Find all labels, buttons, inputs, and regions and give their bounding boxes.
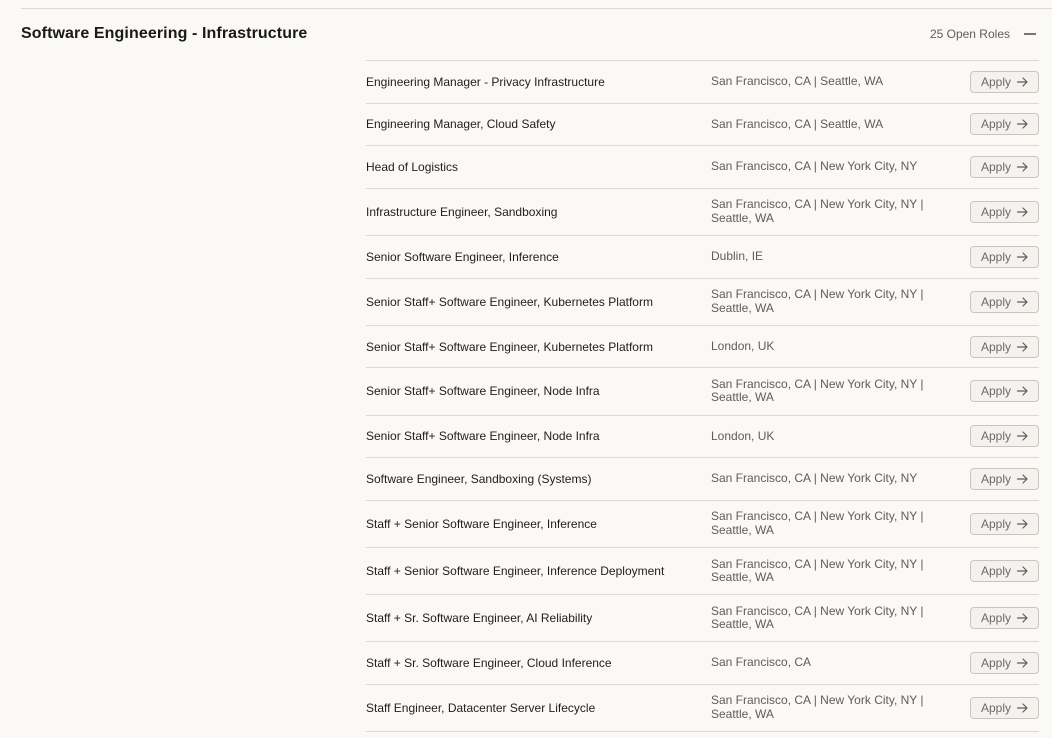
role-location: San Francisco, CA | New York City, NY | Seattle, WA (711, 287, 924, 315)
apply-label: Apply (980, 384, 1012, 399)
role-location: San Francisco, CA | Seattle, WA (711, 74, 884, 89)
apply-label: Apply (980, 249, 1012, 264)
arrow-right-icon (1017, 658, 1028, 668)
role-row (366, 416, 1039, 459)
arrow-right-icon (1017, 342, 1028, 352)
apply-button[interactable] (970, 425, 1039, 447)
apply-label: Apply (980, 471, 1012, 486)
role-title-link[interactable]: Senior Staff+ Software Engineer, Node Infra (366, 384, 600, 399)
apply-button[interactable] (970, 607, 1039, 629)
section-title: Software Engineering - Infrastructure (21, 25, 308, 42)
arrow-right-icon (1017, 252, 1028, 262)
role-title-link[interactable]: Staff + Sr. Software Engineer, Cloud Inference (366, 656, 612, 671)
apply-label: Apply (980, 564, 1012, 578)
role-location: San Francisco, CA | New York City, NY | Seattle, WA (711, 197, 924, 225)
role-row (366, 548, 1039, 595)
apply-button[interactable] (970, 513, 1039, 535)
apply-button[interactable] (970, 652, 1039, 674)
role-location: San Francisco, CA | New York City, NY | Seattle, WA (711, 509, 924, 537)
arrow-right-icon (1017, 703, 1028, 713)
role-title-link[interactable]: Software Engineer, Sandboxing (Systems) (366, 471, 592, 486)
role-row (366, 104, 1039, 147)
role-location: London, UK (711, 338, 775, 353)
arrow-right-icon (1017, 297, 1028, 307)
apply-label: Apply (980, 516, 1012, 531)
role-title-link[interactable]: Infrastructure Engineer, Sandboxing (366, 204, 558, 219)
role-row (366, 595, 1039, 642)
role-row (366, 189, 1039, 236)
apply-button[interactable] (970, 156, 1039, 178)
role-row (366, 642, 1039, 685)
apply-label: Apply (980, 339, 1012, 354)
role-location: San Francisco, CA | New York City, NY | Seattle, WA (711, 556, 924, 584)
role-title-link[interactable]: Staff + Senior Software Engineer, Inference Deployment (366, 564, 665, 578)
role-title-link[interactable]: Senior Software Engineer, Inference (366, 249, 559, 264)
role-row (366, 685, 1039, 732)
role-title-link[interactable]: Engineering Manager, Cloud Safety (366, 117, 556, 132)
role-location: London, UK (711, 428, 775, 443)
role-title-link[interactable]: Staff Engineer, Datacenter Server Lifecycle (366, 700, 596, 715)
apply-label: Apply (980, 611, 1012, 626)
roles-list (366, 60, 1039, 732)
apply-button[interactable] (970, 560, 1039, 582)
role-row (366, 236, 1039, 279)
apply-label: Apply (980, 656, 1012, 671)
section-header[interactable] (21, 20, 1038, 48)
role-title-link[interactable]: Senior Staff+ Software Engineer, Node Infra (366, 429, 600, 444)
apply-button[interactable] (970, 291, 1039, 313)
arrow-right-icon (1017, 474, 1028, 484)
role-title-link[interactable]: Senior Staff+ Software Engineer, Kubernetes Platform (366, 339, 653, 354)
role-row (366, 61, 1039, 104)
role-location: San Francisco, CA | New York City, NY | Seattle, WA (711, 693, 924, 721)
role-location: San Francisco, CA | New York City, NY | Seattle, WA (711, 603, 924, 632)
apply-label: Apply (980, 429, 1012, 444)
apply-button[interactable] (970, 201, 1039, 223)
role-location: San Francisco, CA | New York City, NY | Seattle, WA (711, 376, 924, 405)
apply-label: Apply (980, 74, 1012, 89)
apply-button[interactable] (970, 246, 1039, 268)
role-row (366, 279, 1039, 326)
role-location: Dublin, IE (711, 249, 764, 264)
role-location: San Francisco, CA (711, 655, 812, 670)
arrow-right-icon (1017, 207, 1028, 217)
role-row (366, 501, 1039, 548)
role-title-link[interactable]: Engineering Manager - Privacy Infrastructure (366, 74, 605, 89)
apply-button[interactable] (970, 697, 1039, 719)
arrow-right-icon (1017, 613, 1028, 623)
role-location: San Francisco, CA | Seattle, WA (711, 116, 884, 131)
arrow-right-icon (1017, 119, 1028, 129)
role-title-link[interactable]: Staff + Sr. Software Engineer, AI Reliability (366, 611, 593, 626)
apply-label: Apply (980, 117, 1012, 132)
apply-button[interactable] (970, 468, 1039, 490)
role-location: San Francisco, CA | New York City, NY (711, 159, 918, 174)
apply-button[interactable] (970, 71, 1039, 93)
apply-label: Apply (980, 159, 1012, 174)
apply-label: Apply (980, 294, 1012, 309)
arrow-right-icon (1017, 519, 1028, 529)
minus-icon[interactable] (1022, 26, 1038, 42)
role-title-link[interactable]: Senior Staff+ Software Engineer, Kubernetes Platform (366, 294, 653, 309)
role-row (366, 326, 1039, 369)
arrow-right-icon (1017, 386, 1028, 396)
arrow-right-icon (1017, 566, 1028, 576)
open-roles-count: 25 Open Roles (929, 27, 1010, 41)
role-row (366, 368, 1039, 415)
role-title-link[interactable]: Staff + Senior Software Engineer, Inference (366, 516, 597, 531)
apply-label: Apply (980, 700, 1012, 715)
apply-label: Apply (980, 204, 1012, 219)
apply-button[interactable] (970, 113, 1039, 135)
section-header-right (930, 26, 1038, 42)
role-row (366, 458, 1039, 501)
role-row (366, 146, 1039, 189)
apply-button[interactable] (970, 336, 1039, 358)
role-title-link[interactable]: Head of Logistics (366, 159, 459, 174)
arrow-right-icon (1017, 77, 1028, 87)
section-divider (21, 8, 1052, 9)
arrow-right-icon (1017, 431, 1028, 441)
arrow-right-icon (1017, 162, 1028, 172)
role-location: San Francisco, CA | New York City, NY (711, 471, 918, 486)
apply-button[interactable] (970, 380, 1039, 402)
